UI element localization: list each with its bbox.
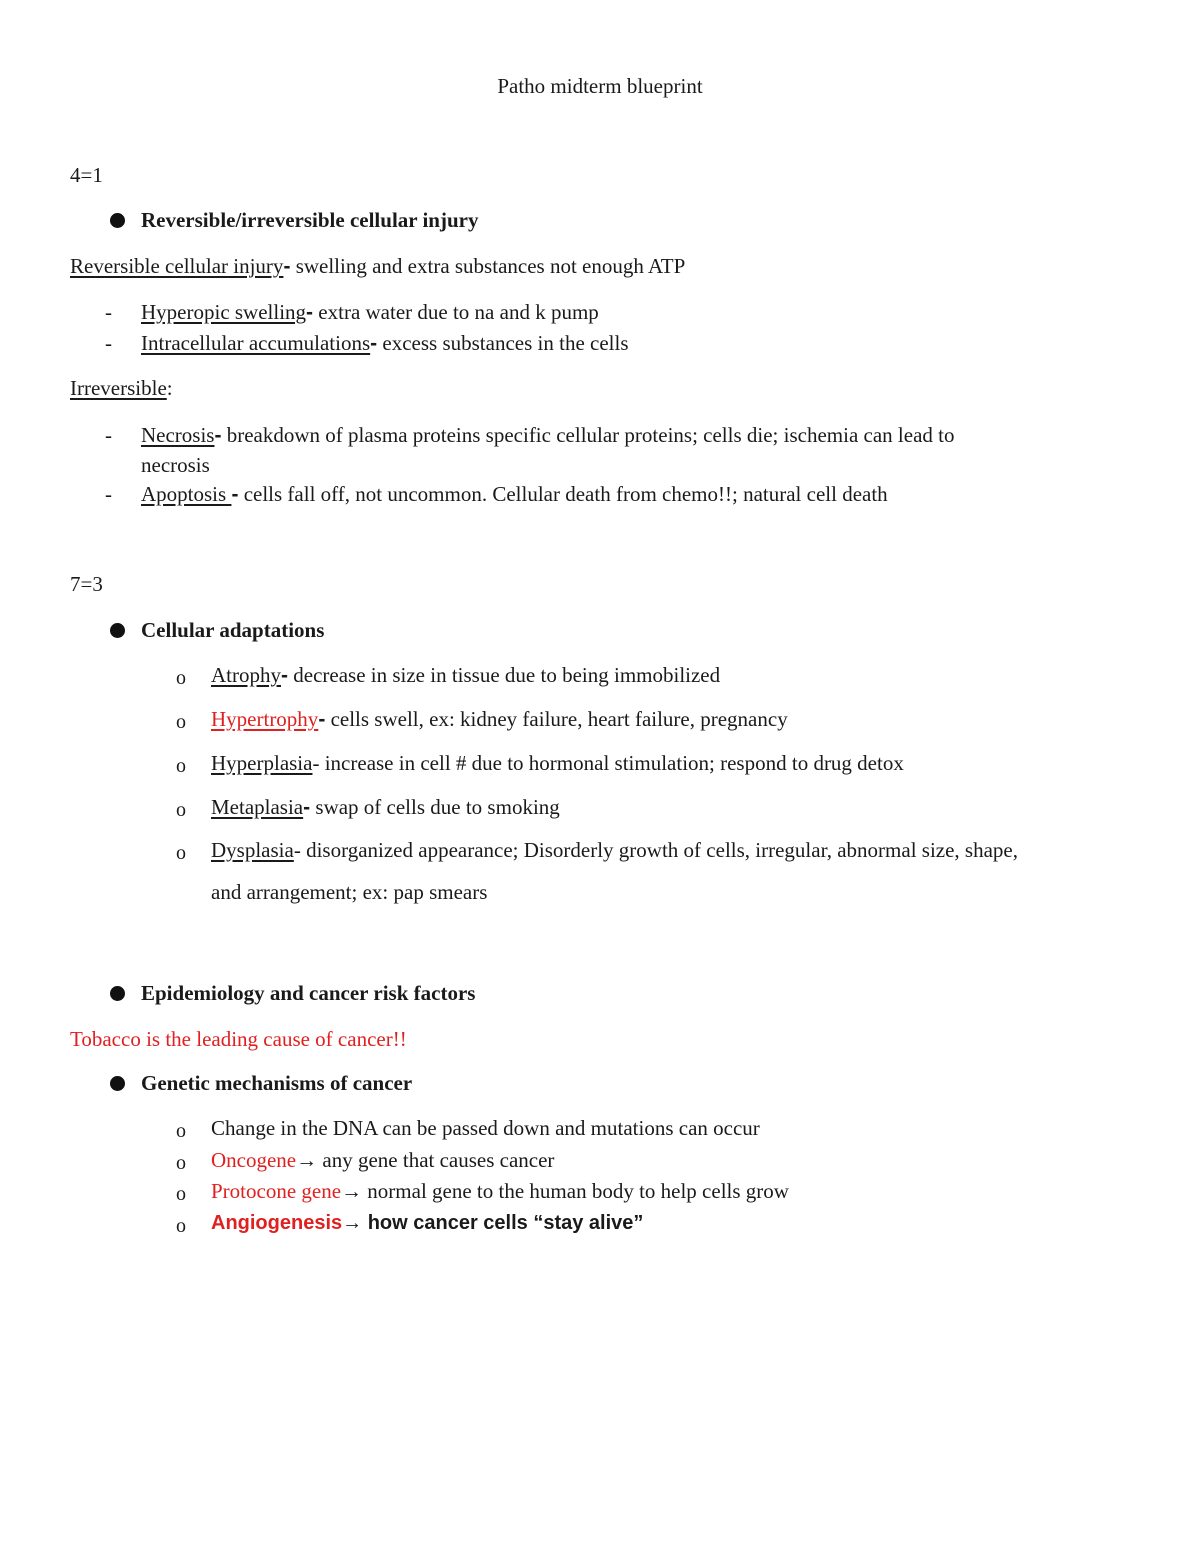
term: Dysplasia [211, 838, 294, 862]
circle-marker: o [176, 1152, 186, 1174]
list-item [211, 665, 720, 686]
term: Irreversible [70, 376, 167, 400]
list-item: Change in the DNA can be passed down and mutations can occur [211, 1116, 760, 1140]
arrow-icon: → [342, 1212, 363, 1234]
term: Protocone gene [211, 1179, 342, 1203]
section-ratio: 4=1 [70, 163, 103, 187]
list-item [211, 797, 560, 818]
bullet-icon [110, 986, 125, 1001]
term-dash: - [214, 424, 222, 447]
bullet-icon [110, 1076, 125, 1091]
term-description: decrease in size in tissue due to being immobilized [288, 663, 721, 687]
section-heading: Genetic mechanisms of cancer [141, 1071, 413, 1095]
term-description: cells swell, ex: kidney failure, heart failure, pregnancy [325, 707, 788, 731]
list-item [211, 1150, 554, 1171]
arrow-icon: → [296, 1149, 318, 1172]
circle-marker: o [176, 1183, 186, 1205]
circle-marker: o [176, 799, 186, 821]
term-description: any gene that causes cancer [317, 1148, 555, 1172]
term-dash: - [318, 708, 326, 731]
bullet-icon [110, 213, 125, 228]
section-heading: Cellular adaptations [141, 618, 325, 642]
term: Angiogenesis [211, 1212, 343, 1234]
term-description: excess substances in the cells [377, 331, 629, 355]
term: Oncogene [211, 1148, 297, 1172]
definition-line [70, 256, 685, 277]
term: Hyperplasia [211, 751, 313, 775]
list-item [141, 333, 629, 354]
list-item [211, 709, 788, 730]
term-dash: - [293, 838, 301, 862]
dash-marker: - [105, 423, 112, 447]
term-description: cells fall off, not uncommon. Cellular death from chemo!!; natural cell death [238, 482, 888, 506]
highlight-note: Tobacco is the leading cause of cancer!! [70, 1027, 407, 1051]
list-item [141, 302, 599, 323]
term-dash: - [312, 751, 320, 775]
term-description: swelling and extra substances not enough ATP [290, 254, 686, 278]
term-description: increase in cell # due to hormonal stimulation; respond to drug detox [319, 751, 904, 775]
circle-marker: o [176, 1120, 186, 1142]
list-item [141, 425, 954, 446]
term: Atrophy [211, 663, 281, 687]
circle-marker: o [176, 667, 186, 689]
page-title: Patho midterm blueprint [497, 74, 703, 98]
term: Intracellular accumulations [141, 331, 371, 355]
term-colon: : [166, 376, 173, 400]
arrow-icon: → [341, 1180, 363, 1203]
list-item-continuation: necrosis [141, 453, 210, 477]
term-description: how cancer cells “stay alive” [362, 1212, 644, 1234]
list-item [211, 1181, 789, 1202]
circle-marker: o [176, 842, 186, 864]
circle-marker: o [176, 755, 186, 777]
term-dash: - [281, 664, 288, 687]
term: Reversible cellular injury [70, 254, 284, 278]
term-dash: - [231, 483, 239, 506]
term-description: disorganized appearance; Disorderly growth of cells, irregular, abnormal size, shape, [300, 838, 1018, 862]
section-ratio: 7=3 [70, 572, 103, 596]
term-description: normal gene to the human body to help cells grow [362, 1179, 789, 1203]
term: Apoptosis [141, 482, 232, 506]
term: Necrosis [141, 423, 215, 447]
section-heading: Reversible/irreversible cellular injury [141, 208, 479, 232]
list-item [211, 840, 1018, 861]
term: Metaplasia [211, 795, 304, 819]
list-item-continuation: and arrangement; ex: pap smears [211, 880, 488, 904]
term: Hypertrophy [211, 707, 319, 731]
circle-marker: o [176, 1215, 186, 1237]
list-item [211, 753, 904, 774]
term-dash: - [370, 332, 378, 355]
dash-marker: - [105, 300, 112, 324]
term-description: extra water due to na and k pump [313, 300, 599, 324]
bullet-icon [110, 623, 125, 638]
list-item [141, 484, 888, 505]
circle-marker: o [176, 711, 186, 733]
term-dash: - [283, 255, 291, 278]
term-description: breakdown of plasma proteins specific cellular proteins; cells die; ischemia can lead to [221, 423, 955, 447]
list-item [211, 1213, 643, 1233]
dash-marker: - [105, 331, 112, 355]
term-description: swap of cells due to smoking [310, 795, 560, 819]
definition-line [70, 378, 173, 399]
term: Hyperopic swelling [141, 300, 307, 324]
dash-marker: - [105, 482, 112, 506]
term-dash: - [303, 796, 311, 819]
term-dash: - [306, 301, 314, 324]
section-heading: Epidemiology and cancer risk factors [141, 981, 476, 1005]
